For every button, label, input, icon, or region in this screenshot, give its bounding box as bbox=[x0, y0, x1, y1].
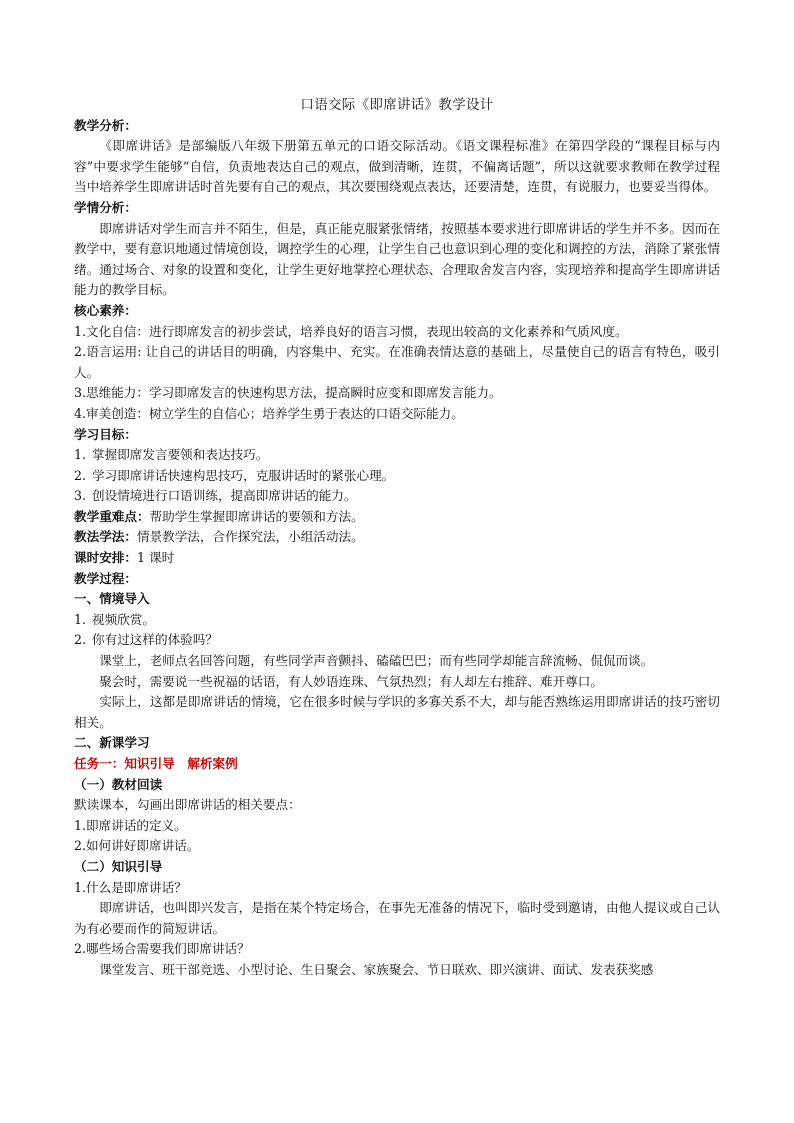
item-number: 1. bbox=[74, 611, 87, 627]
student-analysis-text: 即席讲话对学生而言并不陌生，但是，真正能克服紧张情绪，按照基本要求进行即席讲话的学生并不多。因而在教学中，要有意识地通过情境创设，调控学生的心理，让学生自己也意识到心理的变化和调控的方法，消除了紧张情绪。通过场合、对象的设置和变化，让学生更好地掌控心理状态、合理取舍发言内容，实现培养和提高学生即席讲话能力的教学目标。 bbox=[74, 220, 720, 298]
learning-goals-heading: 学习目标： bbox=[74, 426, 137, 442]
answer-paragraph: 课堂发言、班干部竞选、小型讨论、生日聚会、家族聚会、节日联欢、即兴演讲、面试、发表获奖感 bbox=[99, 961, 654, 977]
core-literacy-item: 2.语言运用: 让自己的讲话目的明确，内容集中、充实。在准确表情达意的基础上，尽量使自己的语言有特色，吸引人。 bbox=[74, 344, 720, 380]
student-analysis-heading: 学情分析： bbox=[74, 199, 137, 215]
methods-label: 教法学法： bbox=[74, 529, 137, 545]
subsection-item: 2.如何讲好即席讲话。 bbox=[74, 838, 200, 854]
document-page bbox=[74, 95, 720, 981]
hours-label: 课时安排： bbox=[74, 550, 137, 566]
teaching-analysis-heading: 教学分析： bbox=[74, 117, 137, 133]
section-heading: 一、情境导入 bbox=[74, 591, 150, 607]
subsection-heading: （一）教材回读 bbox=[74, 776, 163, 792]
core-literacy-item: 4.审美创造：树立学生的自信心；培养学生勇于表达的口语交际能力。 bbox=[74, 405, 464, 421]
key-points-label: 教学重难点： bbox=[74, 508, 150, 524]
item-text: 学习即席讲话快速构思技巧，克服讲话时的紧张心理。 bbox=[92, 467, 395, 483]
question: 1.什么是即席讲话？ bbox=[74, 879, 187, 895]
core-literacy-item: 1.文化自信：进行即席发言的初步尝试，培养良好的语言习惯，表现出较高的文化素养和气质风度。 bbox=[74, 323, 628, 339]
key-points-text: 帮助学生掌握即席讲话的要领和方法。 bbox=[149, 508, 364, 524]
key-points-line bbox=[74, 507, 720, 528]
core-literacy-heading: 核心素养： bbox=[74, 302, 137, 318]
answer-paragraph: 即席讲话，也叫即兴发言，是指在某个特定场合，在事先无准备的情况下，临时受到邀请，由他人提议或自己认为有必要而作的简短讲话。 bbox=[74, 900, 720, 936]
methods-line bbox=[74, 527, 720, 548]
item-number: 1. bbox=[74, 447, 87, 463]
page-title: 口语交际《即席讲话》教学设计 bbox=[300, 97, 494, 113]
subsection-item: 1.即席讲话的定义。 bbox=[74, 817, 187, 833]
intro-paragraph: 聚会时，需要说一些祝福的话语，有人妙语连珠、气氛热烈；有人却左右推辞、难开尊口。 bbox=[99, 673, 603, 689]
learning-goal-item bbox=[74, 466, 720, 487]
question: 2.哪些场合需要我们即席讲话？ bbox=[74, 941, 250, 957]
item-text: 创设情境进行口语训练，提高即席讲话的能力。 bbox=[92, 488, 357, 504]
item-number: 2. bbox=[74, 467, 87, 483]
item-number: 2. bbox=[74, 632, 87, 648]
subsection-text: 默读课本，勾画出即席讲话的相关要点： bbox=[74, 797, 301, 813]
subsection-heading: （二）知识引导 bbox=[74, 858, 163, 874]
section-heading: 二、新课学习 bbox=[74, 735, 150, 751]
item-text: 掌握即席发言要领和表达技巧。 bbox=[92, 447, 269, 463]
core-literacy-item: 3.思维能力：学习即席发言的快速构思方法，提高瞬时应变和即席发言能力。 bbox=[74, 385, 502, 401]
methods-text: 情景教学法，合作探究法，小组活动法。 bbox=[136, 529, 364, 545]
intro-item bbox=[74, 630, 720, 651]
teaching-analysis-text: 《即席讲话》是部编版八年级下册第五单元的口语交际活动。《语文课程标准》在第四学段的“课程目标与内容”中要求学生能够“自信，负责地表达自己的观点，做到清晰，连贯，不偏离话题”，所以这就要求教师在教学过程当中培养学生即席讲话时首先要有自己的观点，其次要围绕观点表达，还要清楚，连贯，有说服力，也要妥当得体。 bbox=[74, 138, 720, 195]
intro-item bbox=[74, 610, 720, 631]
item-number: 3. bbox=[74, 488, 87, 504]
learning-goal-item bbox=[74, 445, 720, 466]
item-text: 视频欣赏。 bbox=[92, 611, 155, 627]
intro-paragraph: 实际上，这都是即席讲话的情境，它在很多时候与学识的多寡关系不大，却与能否熟练运用即席讲话的技巧密切相关。 bbox=[74, 694, 720, 730]
process-heading: 教学过程： bbox=[74, 570, 137, 586]
hours-line bbox=[74, 548, 720, 569]
learning-goal-item bbox=[74, 486, 720, 507]
hours-text: 1 课时 bbox=[136, 550, 175, 566]
item-text: 你有过这样的体验吗？ bbox=[92, 632, 218, 648]
intro-paragraph: 课堂上，老师点名回答问题，有些同学声音颤抖、磕磕巴巴；而有些同学却能言辞流畅、侃侃而谈。 bbox=[99, 653, 654, 669]
task-heading: 任务一：知识引导 解析案例 bbox=[74, 756, 238, 771]
